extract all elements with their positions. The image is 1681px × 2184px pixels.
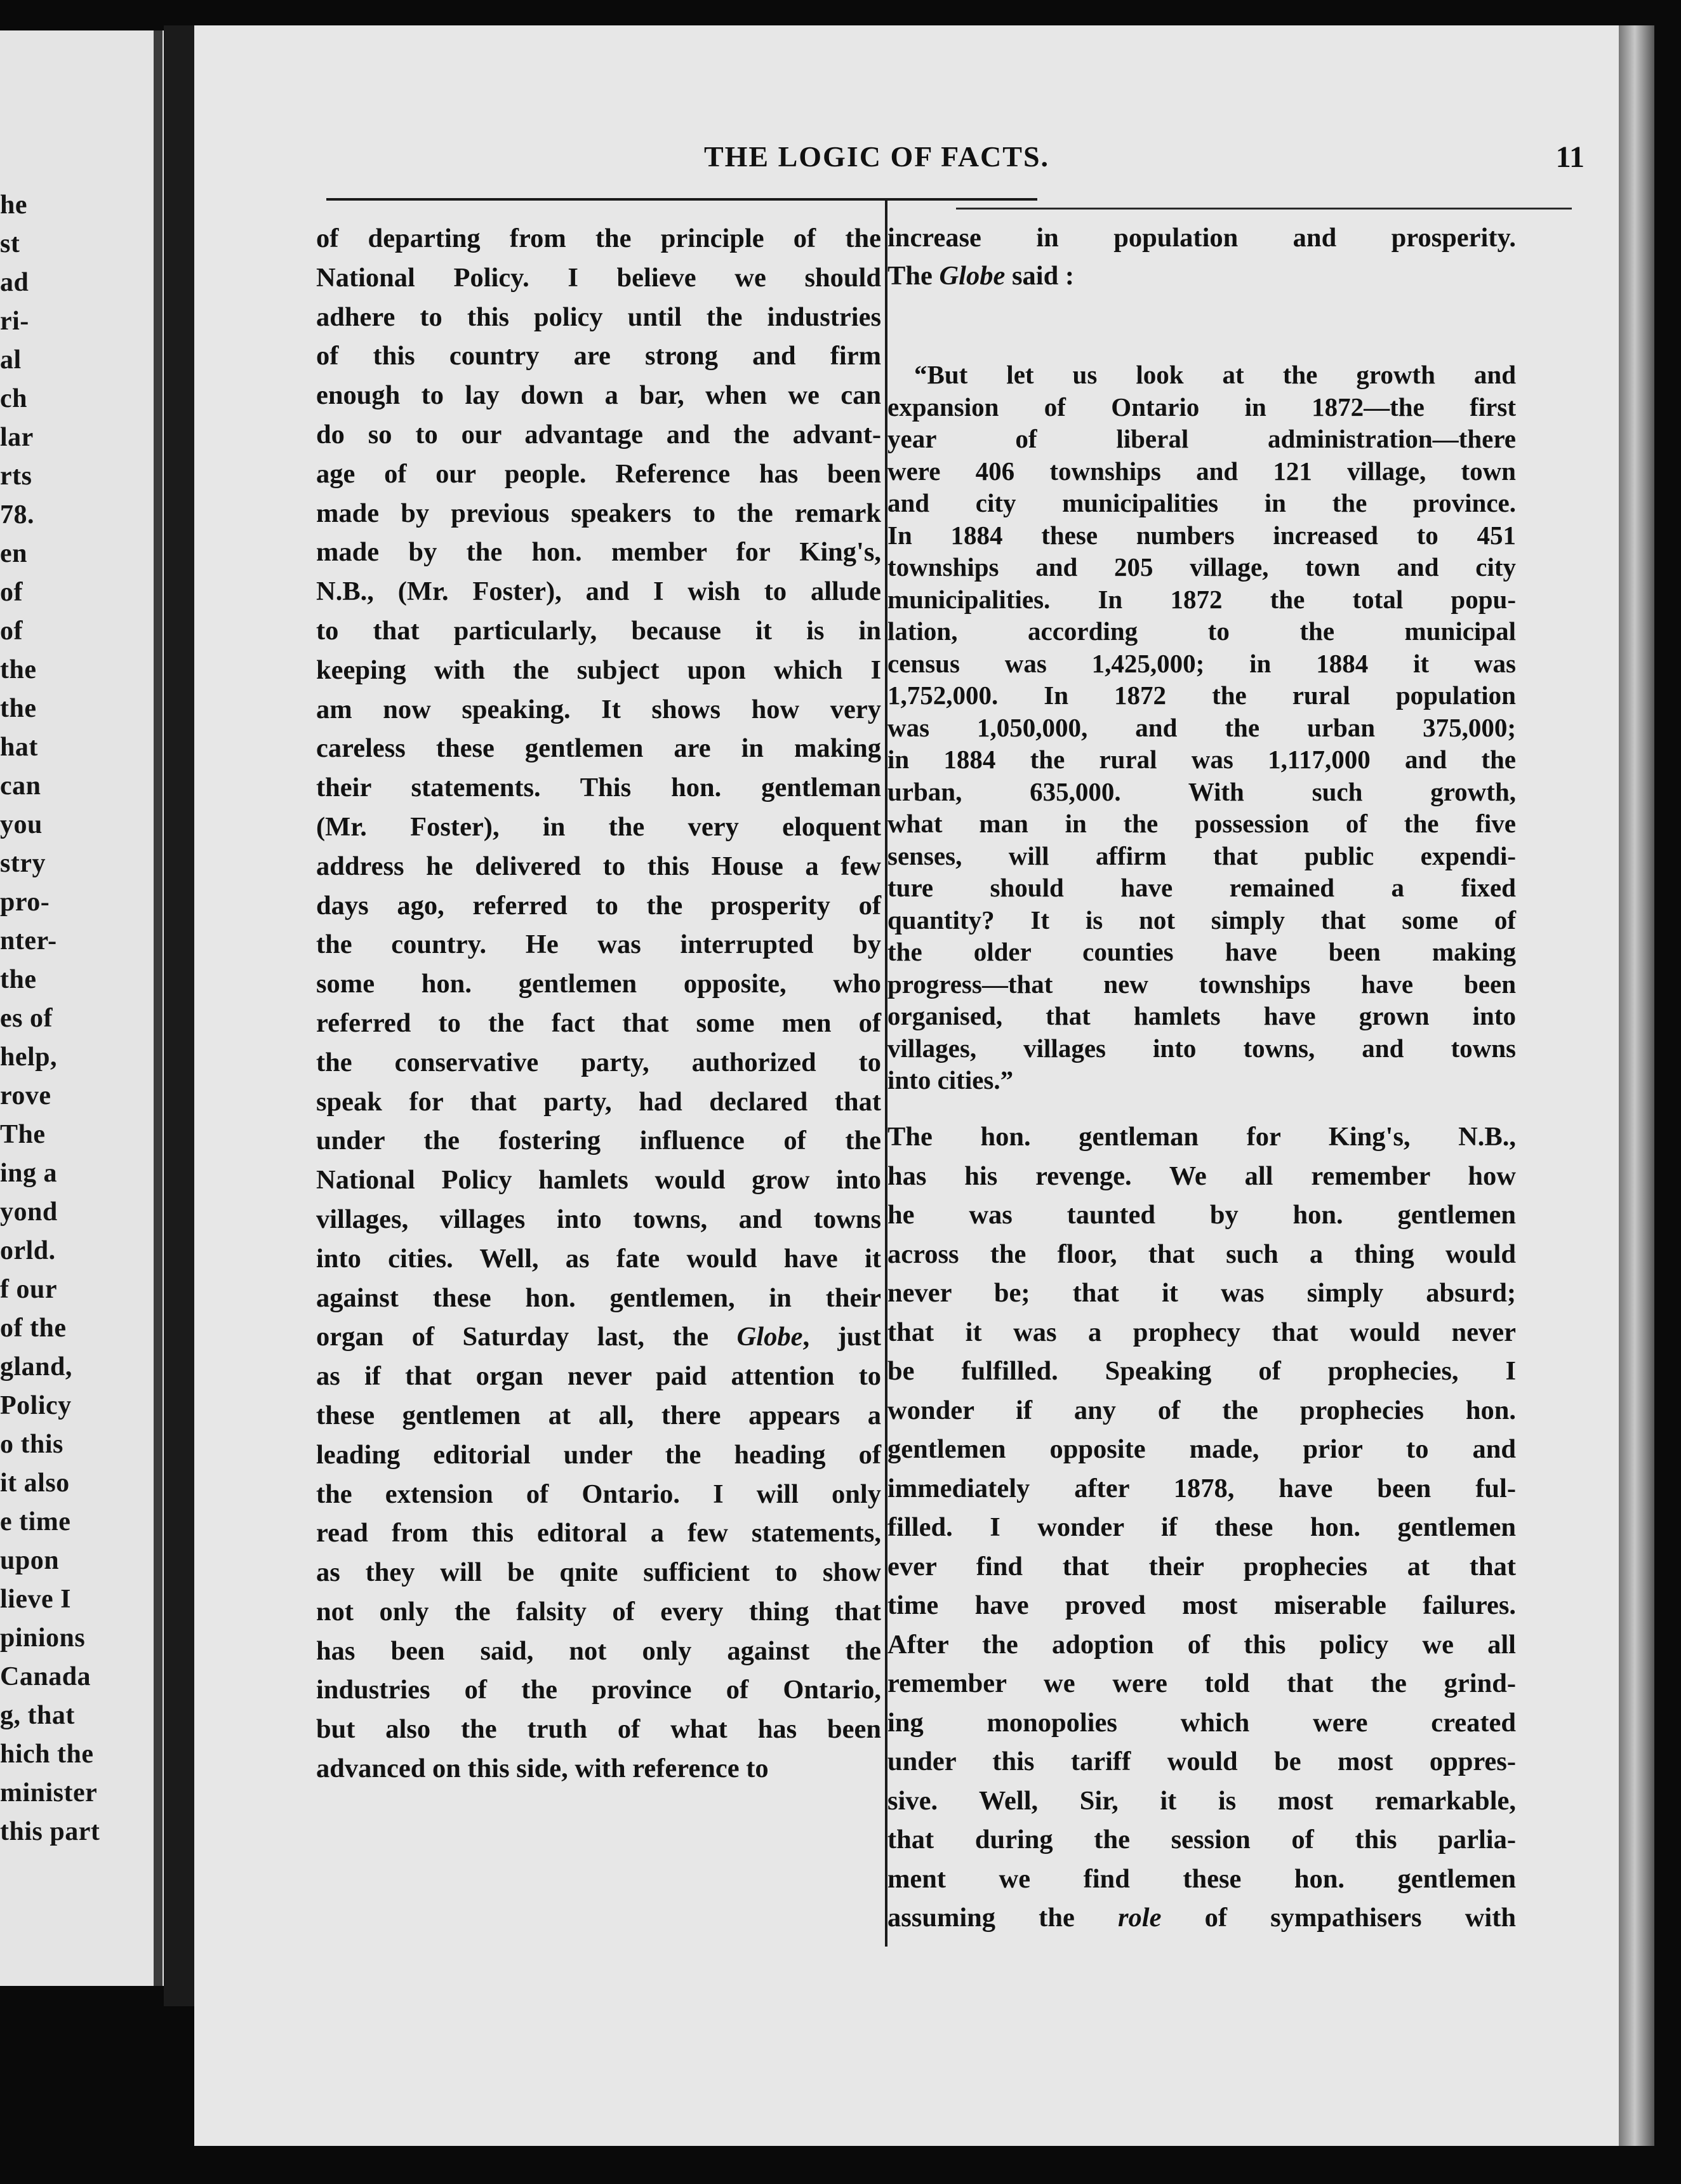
text-line: the conservative party, authorized to bbox=[316, 1047, 881, 1077]
text-line: these gentlemen at all, there appears a bbox=[316, 1400, 881, 1430]
text-line: to that particularly, because it is in bbox=[316, 615, 881, 646]
facing-page-line: pinions bbox=[0, 1623, 86, 1653]
main-page bbox=[194, 25, 1654, 2146]
text-line: wonder if any of the prophecies hon. bbox=[887, 1395, 1516, 1425]
text-line: their statements. This hon. gentleman bbox=[316, 773, 881, 803]
facing-page-line: st bbox=[0, 229, 20, 258]
facing-page-text bbox=[0, 186, 100, 1851]
text-line: N.B., (Mr. Foster), and I wish to allude bbox=[316, 576, 881, 607]
text-line: of departing from the principle of the bbox=[316, 223, 881, 253]
text-line: careless these gentlemen are in making bbox=[316, 733, 881, 764]
facing-page-line: of bbox=[0, 578, 23, 607]
facing-page-line: of the bbox=[0, 1314, 67, 1343]
quote-line: in 1884 the rural was 1,117,000 and the bbox=[887, 745, 1516, 774]
quote-line: ture should have remained a fixed bbox=[887, 873, 1516, 902]
text-line: the country. He was interrupted by bbox=[316, 929, 881, 960]
facing-page-line: you bbox=[0, 810, 43, 839]
right-column-continuation bbox=[887, 1117, 1516, 1938]
right-column-intro bbox=[887, 219, 1516, 295]
text-line: as they will be qnite sufficient to show bbox=[316, 1557, 881, 1588]
text-line: age of our people. Reference has been bbox=[316, 458, 881, 489]
facing-page-line: Canada bbox=[0, 1662, 91, 1691]
text-line: am now speaking. It shows how very bbox=[316, 694, 881, 724]
text-line: organ of Saturday last, the Globe, just bbox=[316, 1322, 882, 1352]
running-head: THE LOGIC OF FACTS. bbox=[703, 140, 1050, 173]
facing-page-line: he bbox=[0, 190, 27, 220]
quote-line: expansion of Ontario in 1872—the first bbox=[887, 392, 1516, 422]
header-rule-left bbox=[326, 198, 1037, 201]
quote-line: year of liberal administration—there bbox=[887, 424, 1516, 453]
text-line: (Mr. Foster), in the very eloquent bbox=[316, 811, 881, 842]
quote-line: census was 1,425,000; in 1884 it was bbox=[887, 648, 1516, 678]
text-line: speak for that party, had declared that bbox=[316, 1086, 881, 1117]
text-line: read from this editoral a few statements, bbox=[316, 1518, 881, 1548]
quote-line: townships and 205 village, town and city bbox=[887, 552, 1516, 582]
text-line: After the adoption of this policy we all bbox=[887, 1629, 1516, 1660]
facing-page-line: ri- bbox=[0, 307, 29, 336]
facing-page-line: 78. bbox=[0, 500, 34, 529]
facing-page-line: upon bbox=[0, 1546, 60, 1575]
quote-line: into cities.” bbox=[887, 1065, 1014, 1095]
facing-page-line: f our bbox=[0, 1275, 57, 1304]
text-line: assuming the role of sympathisers with bbox=[887, 1903, 1516, 1933]
quote-line: and city municipalities in the province. bbox=[887, 488, 1516, 517]
facing-page-line: es of bbox=[0, 1004, 53, 1033]
facing-page-line: yond bbox=[0, 1197, 58, 1227]
quote-line: “But let us look at the growth and bbox=[914, 360, 1516, 389]
facing-page-line: this part bbox=[0, 1817, 100, 1846]
text-line: made by the hon. member for King's, bbox=[316, 537, 881, 568]
text-line: that during the session of this parlia- bbox=[887, 1825, 1516, 1854]
text-line: advanced on this side, with reference to bbox=[316, 1754, 769, 1784]
text-line: the extension of Ontario. I will only bbox=[316, 1479, 881, 1509]
facing-page-line: hich the bbox=[0, 1740, 94, 1769]
text-line: industries of the province of Ontario, bbox=[316, 1675, 881, 1705]
facing-page-line: al bbox=[0, 345, 22, 375]
text-line: he was taunted by hon. gentlemen bbox=[887, 1200, 1516, 1230]
text-line: National Policy hamlets would grow into bbox=[316, 1165, 881, 1195]
text-line: leading editorial under the heading of bbox=[316, 1439, 881, 1470]
facing-page-line: en bbox=[0, 539, 27, 568]
quote-line: what man in the possession of the five bbox=[887, 809, 1516, 838]
facing-page-line: the bbox=[0, 965, 37, 994]
facing-page-line: rts bbox=[0, 462, 32, 491]
page-edge bbox=[1619, 25, 1654, 2146]
facing-page-line: pro- bbox=[0, 888, 50, 917]
quote-line: In 1884 these numbers increased to 451 bbox=[887, 520, 1516, 550]
text-line: has been said, not only against the bbox=[316, 1635, 881, 1666]
text-line: keeping with the subject upon which I bbox=[316, 655, 881, 685]
quote-line: progress—that new townships have been bbox=[887, 969, 1516, 999]
facing-page-line: help, bbox=[0, 1042, 58, 1072]
text-line: against these hon. gentlemen, in their bbox=[316, 1282, 881, 1313]
quote-line: municipalities. In 1872 the total popu- bbox=[887, 584, 1516, 614]
text-line: filled. I wonder if these hon. gentlemen bbox=[887, 1512, 1516, 1542]
facing-page-line: gland, bbox=[0, 1352, 72, 1382]
text-line: increase in population and prosperity. bbox=[887, 223, 1516, 253]
quote-line: were 406 townships and 121 village, town bbox=[887, 456, 1516, 486]
text-line: be fulfilled. Speaking of prophecies, I bbox=[887, 1356, 1516, 1386]
text-line: time have proved most miserable failures. bbox=[887, 1590, 1516, 1620]
facing-page-line: minister bbox=[0, 1778, 98, 1808]
text-line: ing monopolies which were created bbox=[887, 1707, 1516, 1738]
facing-page-line: ad bbox=[0, 268, 29, 297]
facing-page-line: the bbox=[0, 655, 37, 684]
quote-line: 1,752,000. In 1872 the rural population bbox=[887, 681, 1516, 710]
quote-line: villages, villages into towns, and towns bbox=[887, 1033, 1516, 1063]
quote-line: was 1,050,000, and the urban 375,000; bbox=[887, 712, 1516, 742]
text-line: National Policy. I believe we should bbox=[316, 262, 881, 293]
facing-page-line: e time bbox=[0, 1507, 71, 1536]
facing-page-line: g, that bbox=[0, 1701, 75, 1730]
text-line: into cities. Well, as fate would have it bbox=[316, 1243, 881, 1274]
text-line: of this country are strong and firm bbox=[316, 341, 881, 371]
text-line: as if that organ never paid attention to bbox=[316, 1361, 881, 1392]
page-header bbox=[321, 140, 1585, 184]
facing-page-line: ch bbox=[0, 384, 27, 413]
facing-page-line: stry bbox=[0, 849, 46, 878]
text-line: not only the falsity of every thing that bbox=[316, 1596, 881, 1627]
text-line: ment we find these hon. gentlemen bbox=[887, 1863, 1516, 1894]
text-line: made by previous speakers to the remark bbox=[316, 498, 881, 528]
text-line: sive. Well, Sir, it is most remarkable, bbox=[887, 1785, 1516, 1816]
text-line: across the floor, that such a thing would bbox=[887, 1239, 1516, 1269]
facing-page-line: of bbox=[0, 616, 23, 646]
facing-page-line: the bbox=[0, 694, 37, 723]
text-line: under this tariff would be most oppres- bbox=[887, 1747, 1516, 1776]
facing-page-line: o this bbox=[0, 1430, 63, 1459]
text-line: referred to the fact that some men of bbox=[316, 1008, 881, 1038]
quote-line: the older counties have been making bbox=[887, 937, 1516, 966]
text-line: The hon. gentleman for King's, N.B., bbox=[887, 1122, 1516, 1152]
facing-page bbox=[0, 30, 164, 1986]
text-line: days ago, referred to the prosperity of bbox=[316, 890, 881, 921]
facing-page-line: lieve I bbox=[0, 1585, 71, 1614]
text-line: immediately after 1878, have been ful- bbox=[887, 1473, 1516, 1503]
text-line: villages, villages into towns, and towns bbox=[316, 1204, 881, 1234]
text-line: has his revenge. We all remember how bbox=[887, 1161, 1516, 1191]
text-line: remember we were told that the grind- bbox=[887, 1668, 1516, 1698]
text-line: never be; that it was simply absurd; bbox=[887, 1278, 1516, 1308]
text-line: but also the truth of what has been bbox=[316, 1714, 881, 1745]
facing-page-line: nter- bbox=[0, 926, 57, 956]
facing-page-line: can bbox=[0, 771, 41, 801]
globe-quotation bbox=[887, 359, 1516, 1096]
text-line: do so to our advantage and the advant- bbox=[316, 419, 881, 449]
page-number: 11 bbox=[1555, 140, 1585, 174]
header-rule-right bbox=[956, 208, 1572, 210]
quote-line: organised, that hamlets have grown into bbox=[887, 1001, 1516, 1030]
quote-line: senses, will affirm that public expendi- bbox=[887, 841, 1516, 870]
book-gutter bbox=[164, 25, 194, 2006]
quote-line: quantity? It is not simply that some of bbox=[887, 905, 1516, 935]
text-line: that it was a prophecy that would never bbox=[887, 1317, 1516, 1347]
quote-line: lation, according to the municipal bbox=[887, 616, 1516, 646]
text-line: address he delivered to this House a few bbox=[316, 851, 881, 881]
text-line: some hon. gentlemen opposite, who bbox=[316, 969, 881, 999]
facing-page-line: The bbox=[0, 1120, 46, 1149]
quote-line: urban, 635,000. With such growth, bbox=[887, 776, 1516, 806]
text-line: adhere to this policy until the industries bbox=[316, 302, 881, 332]
text-line: The Globe said : bbox=[887, 261, 1074, 291]
facing-page-line: lar bbox=[0, 423, 34, 452]
facing-page-line: orld. bbox=[0, 1236, 56, 1265]
facing-page-edge bbox=[154, 30, 163, 1986]
facing-page-line: it also bbox=[0, 1468, 70, 1498]
facing-page-line: rove bbox=[0, 1081, 51, 1110]
text-line: ever find that their prophecies at that bbox=[887, 1551, 1516, 1581]
facing-page-line: ing a bbox=[0, 1159, 58, 1188]
facing-page-line: hat bbox=[0, 733, 38, 762]
text-line: enough to lay down a bar, when we can bbox=[316, 380, 881, 411]
text-line: gentlemen opposite made, prior to and bbox=[887, 1434, 1516, 1464]
left-column bbox=[316, 219, 881, 1788]
text-line: under the fostering influence of the bbox=[316, 1126, 881, 1156]
facing-page-line: Policy bbox=[0, 1391, 72, 1420]
